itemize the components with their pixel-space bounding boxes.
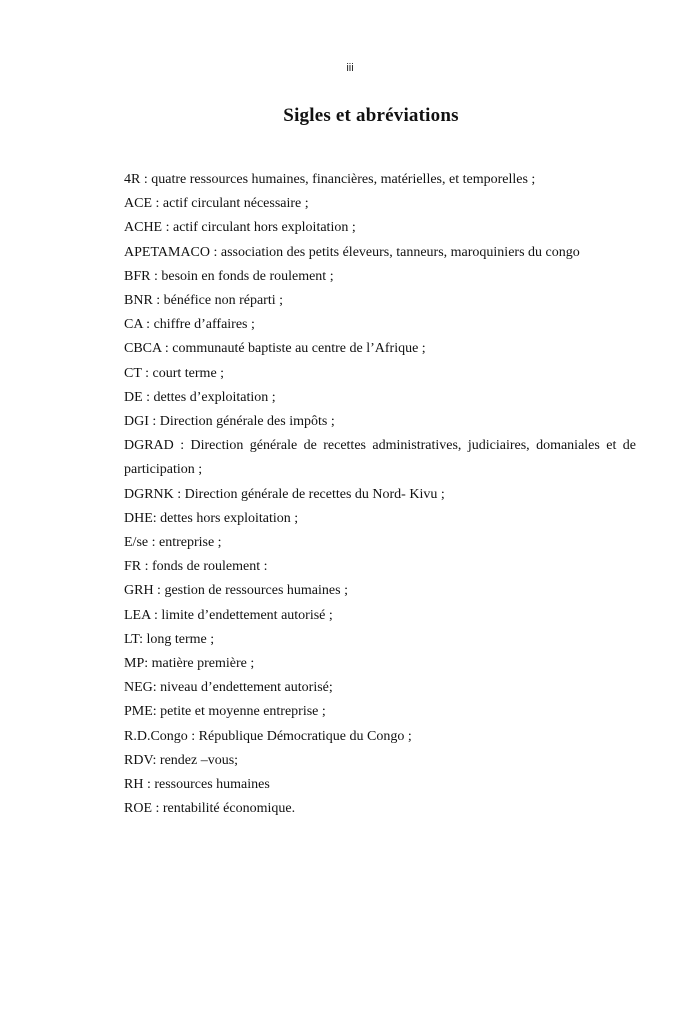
list-item: GRH : gestion de ressources humaines ; [124,583,348,599]
abbreviation-list [124,168,636,821]
list-item: DHE: dettes hors exploitation ; [124,510,299,526]
list-item: CA : chiffre d’affaires ; [124,317,255,333]
list-item: CT : court terme ; [124,365,225,381]
list-item: PME: petite et moyenne entreprise ; [124,704,326,720]
list-item: ACE : actif circulant nécessaire ; [124,196,309,212]
list-item: RDV: rendez –vous; [124,752,239,768]
list-item: FR : fonds de roulement : [124,559,268,575]
page-number: iii [346,62,354,74]
list-item: NEG: niveau d’endettement autorisé; [124,680,333,696]
list-item: R.D.Congo : République Démocratique du Congo ; [124,728,412,744]
list-item: ROE : rentabilité économique. [124,801,296,817]
page-title: Sigles et abréviations [283,105,459,126]
list-item: LT: long terme ; [124,631,215,647]
list-item: CBCA : communauté baptiste au centre de l’Afrique ; [124,341,426,357]
list-item: DGRNK : Direction générale de recettes du Nord- Kivu ; [124,486,445,502]
list-item: DGI : Direction générale des impôts ; [124,414,335,430]
list-item: 4R : quatre ressources humaines, financières, matérielles, et temporelles ; [124,172,536,187]
list-item: APETAMACO : association des petits éleveurs, tanneurs, maroquiniers du congo [124,244,580,260]
list-item: ACHE : actif circulant hors exploitation ; [124,220,356,236]
list-item: DGRAD : Direction générale de recettes administratives, judiciaires, domaniales et de participation ; [124,438,636,478]
list-item: MP: matière première ; [124,656,255,672]
list-item: E/se : entreprise ; [124,535,222,551]
list-item: BFR : besoin en fonds de roulement ; [124,268,334,284]
list-item: LEA : limite d’endettement autorisé ; [124,607,333,623]
list-item: RH : ressources humaines [124,777,270,793]
list-item: BNR : bénéfice non réparti ; [124,293,284,309]
list-item: DE : dettes d’exploitation ; [124,389,276,405]
